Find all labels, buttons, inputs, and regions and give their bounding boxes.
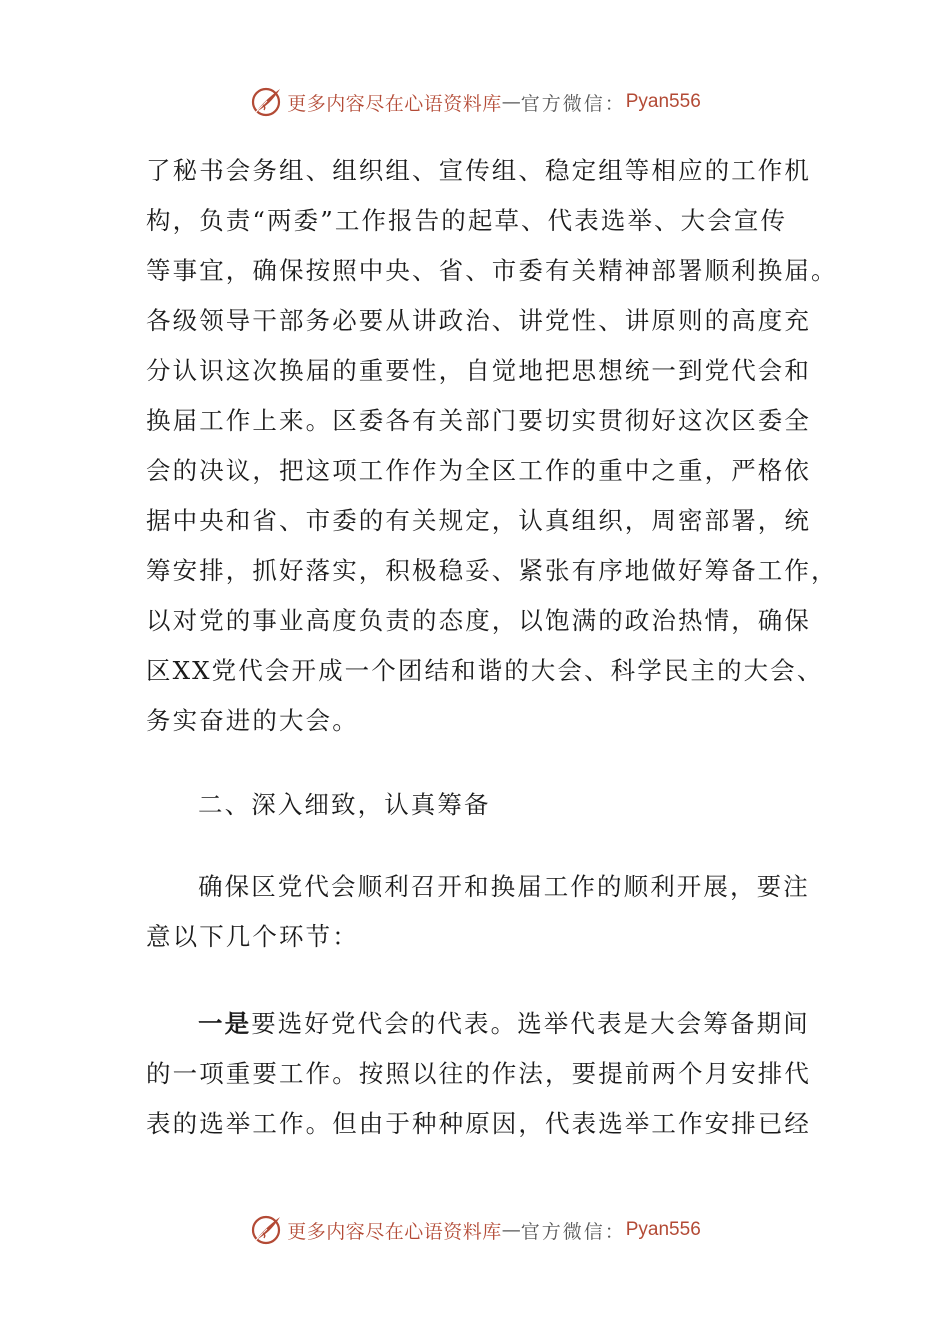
footer-banner (0, 1210, 950, 1250)
bold-lead: 一是 (198, 1009, 252, 1038)
banner-separator: — (501, 91, 521, 113)
banner-subtitle: 官方微信： (520, 1220, 626, 1243)
text-line: 换届工作上来。区委各有关部门要切实贯彻好这次区委全 (146, 406, 811, 435)
text-line: 了秘书会务组、组织组、宣传组、稳定组等相应的工作机 (146, 156, 811, 185)
document-body (146, 146, 838, 1149)
text-line: 确保区党代会顺利召开和换届工作的顺利开展，要注 (198, 872, 810, 901)
text-line: 据中央和省、市委的有关规定，认真组织，周密部署，统 (146, 506, 811, 535)
banner-subtitle: 官方微信： (520, 92, 626, 115)
text-line: 的一项重要工作。按照以往的作法，要提前两个月安排代 (146, 1059, 811, 1088)
quill-logo-icon (249, 1213, 283, 1247)
text-line: 筹安排，抓好落实，积极稳妥、紧张有序地做好筹备工作， (146, 556, 838, 585)
text-line: 构，负责“两委”工作报告的起草、代表选举、大会宣传 (146, 206, 788, 235)
section-heading (146, 780, 796, 830)
text-line (146, 999, 810, 1049)
text-line: 以对党的事业高度负责的态度，以饱满的政治热情，确保 (146, 606, 811, 635)
text-line: 表的选举工作。但由于种种原因，代表选举工作安排已经 (146, 1109, 811, 1138)
quill-logo-icon (249, 85, 283, 119)
paragraph-1 (146, 146, 838, 746)
banner-account-id: Pyan556 (625, 1219, 701, 1240)
text-line: 区XX党代会开成一个团结和谐的大会、科学民主的大会、 (146, 656, 824, 685)
text-line: 务实奋进的大会。 (146, 706, 359, 735)
paragraph-3 (146, 999, 811, 1149)
text-line: 各级领导干部务必要从讲政治、讲党性、讲原则的高度充 (146, 306, 811, 335)
text-line: 意以下几个环节： (146, 922, 359, 951)
banner-title: 更多内容尽在心语资料库 (287, 92, 502, 115)
text-line: 会的决议，把这项工作作为全区工作的重中之重，严格依 (146, 456, 811, 485)
banner-account-id: Pyan556 (625, 91, 701, 112)
banner-title: 更多内容尽在心语资料库 (287, 1220, 502, 1243)
header-banner (0, 82, 950, 122)
text-line: 等事宜，确保按照中央、省、市委有关精神部署顺利换届。 (146, 256, 838, 285)
text-line-rest: 要选好党代会的代表。选举代表是大会筹备期间 (251, 1009, 810, 1038)
text-line: 分认识这次换届的重要性，自觉地把思想统一到党代会和 (146, 356, 811, 385)
paragraph-2 (146, 862, 810, 962)
banner-separator: — (501, 1219, 521, 1241)
heading-text: 二、深入细致，认真筹备 (198, 790, 491, 819)
